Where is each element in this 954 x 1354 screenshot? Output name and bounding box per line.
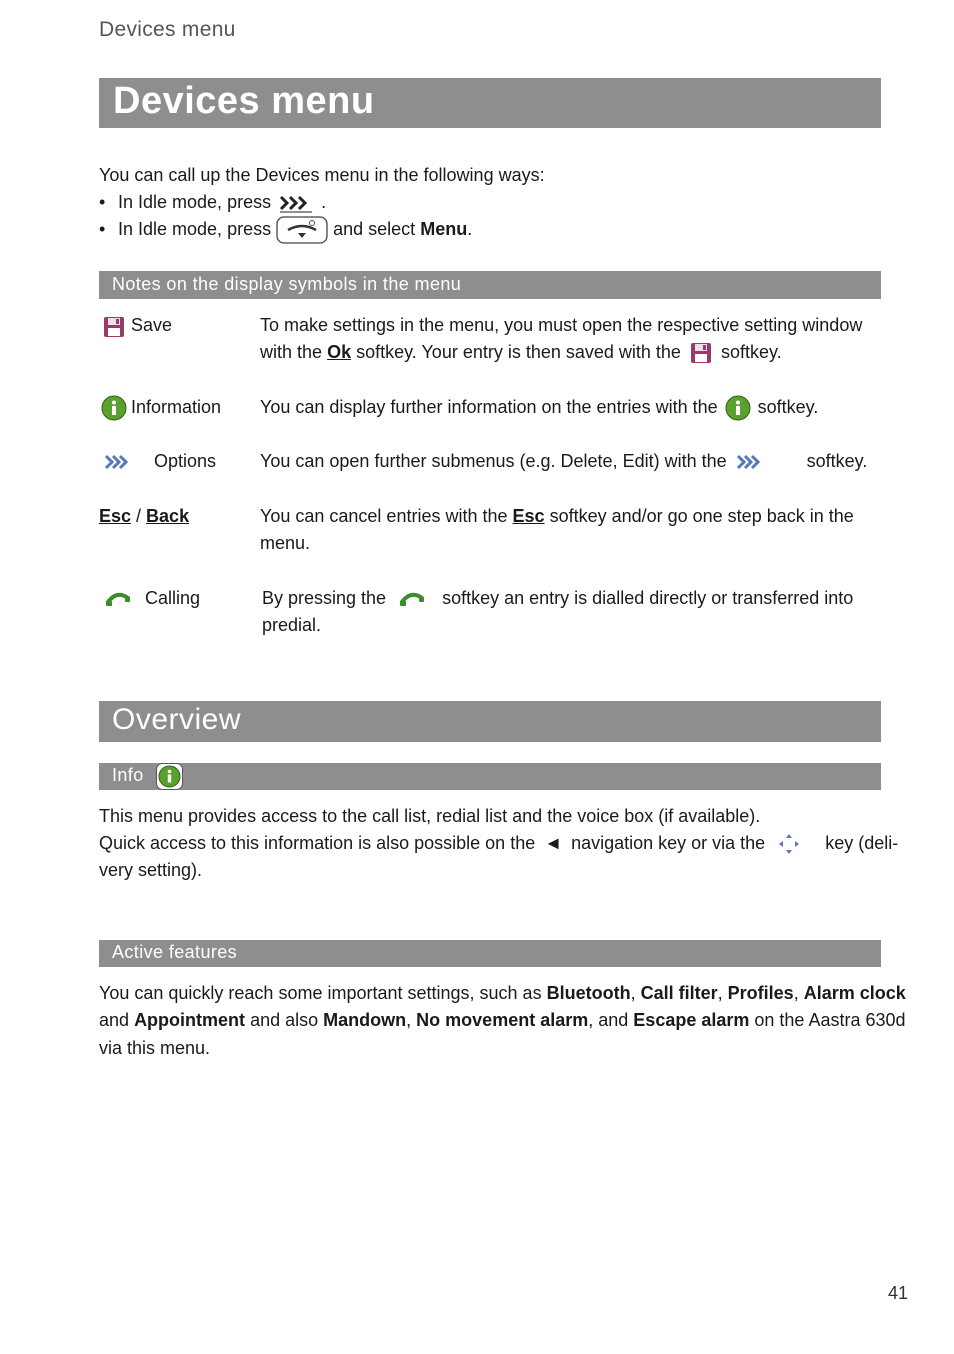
no-movement-alarm-term: No movement alarm (416, 1010, 589, 1030)
save-icon (103, 316, 125, 338)
title-bar (99, 78, 881, 128)
info-icon (725, 395, 751, 421)
info-heading: Info (112, 765, 144, 785)
bullet-1-suffix: . (321, 192, 327, 212)
back-key-label: Back (146, 506, 190, 526)
active-text-tail: on the Aastra 630d (754, 1010, 906, 1030)
save-desc-b: softkey. Your entry is then saved with the (356, 342, 681, 362)
comma: , (793, 983, 799, 1003)
info-line2-b: navigation key or via the (571, 833, 766, 853)
bullet-2-prefix: In Idle mode, press (118, 219, 272, 239)
bullet-2-mid: and select (333, 219, 416, 239)
esc-desc-line2: menu. (260, 533, 311, 553)
page-title: Devices menu (113, 80, 375, 122)
save-icon (690, 342, 712, 364)
esc-back-sep: / (131, 506, 147, 526)
options-icon (736, 452, 762, 472)
info-icon (101, 395, 127, 421)
active-text-1: You can quickly reach some important settings, such as (99, 983, 542, 1003)
information-label: Information (131, 397, 222, 417)
left-arrow-icon: ◄ (544, 833, 563, 853)
options-desc-b: softkey. (806, 451, 868, 471)
active-features-heading-bar (99, 940, 881, 967)
info-line2 (99, 830, 898, 857)
active-text-and: and (99, 1010, 130, 1030)
save-desc-line2 (260, 339, 782, 366)
options-key-icon (278, 193, 314, 213)
ok-key: Ok (327, 342, 352, 362)
appointment-term: Appointment (134, 1010, 246, 1030)
hook-key-icon (276, 216, 328, 244)
info-icon (156, 763, 183, 790)
active-line2 (99, 1007, 906, 1034)
bullet-2-suffix: . (467, 219, 473, 239)
comma-and: , and (588, 1010, 629, 1030)
bullet-dot: • (99, 219, 106, 239)
call-icon (105, 588, 131, 610)
intro-text: You can call up the Devices menu in the following ways: (99, 165, 545, 185)
bullet-1-prefix: In Idle mode, press (118, 192, 272, 212)
call-icon (399, 588, 425, 610)
active-text-andalso: and also (250, 1010, 319, 1030)
profiles-term: Profiles (727, 983, 794, 1003)
calling-desc-line2: predial. (262, 615, 322, 635)
save-desc-c: softkey. (720, 342, 782, 362)
info-line1: This menu provides access to the call list, redial list and the voice box (if available). (99, 806, 761, 826)
mandown-term: Mandown (323, 1010, 407, 1030)
calling-label: Calling (145, 588, 201, 608)
calling-desc-a: By pressing the (262, 588, 387, 608)
options-label: Options (154, 451, 217, 471)
notes-heading: Notes on the display symbols in the menu (112, 274, 462, 294)
overview-heading: Overview (112, 703, 242, 736)
notes-heading-bar (99, 271, 881, 299)
information-desc (260, 394, 818, 421)
options-desc-a: You can open further submenus (e.g. Delete, Edit) with the (260, 451, 727, 471)
esc-back-label (99, 503, 189, 530)
page-number: 41 (887, 1283, 908, 1303)
bullet-2-menu: Menu (420, 219, 468, 239)
information-desc-b: softkey. (757, 397, 819, 417)
bullet-dot: • (99, 192, 106, 212)
active-features-heading: Active features (112, 942, 238, 962)
options-icon (104, 452, 130, 472)
active-line3: via this menu. (99, 1038, 211, 1058)
calling-desc-b: softkey an entry is dialled directly or transferred into (442, 588, 854, 608)
info-line2-c: key (deli- (825, 833, 899, 853)
running-header: Devices menu (99, 18, 236, 41)
esc-desc-line1 (260, 503, 854, 530)
overview-heading-bar (99, 701, 881, 742)
save-label: Save (131, 315, 173, 335)
navigation-key-icon (776, 831, 802, 857)
info-line3: very setting). (99, 860, 203, 880)
info-heading-bar (99, 763, 881, 790)
calling-desc-line1 (262, 585, 853, 612)
options-desc (260, 448, 867, 475)
esc-desc-b: softkey and/or go one step back in the (549, 506, 854, 526)
comma: , (406, 1010, 412, 1030)
bluetooth-term: Bluetooth (546, 983, 631, 1003)
esc-key-label: Esc (99, 506, 132, 526)
comma: , (630, 983, 636, 1003)
esc-desc-a: You can cancel entries with the (260, 506, 508, 526)
call-filter-term: Call filter (640, 983, 718, 1003)
active-line1 (99, 980, 906, 1007)
esc-key: Esc (512, 506, 545, 526)
info-line2-a: Quick access to this information is also possible on the (99, 833, 536, 853)
save-desc-line1: To make settings in the menu, you must open the respective setting window (260, 315, 863, 335)
alarm-clock-term: Alarm clock (803, 983, 906, 1003)
escape-alarm-term: Escape alarm (633, 1010, 750, 1030)
comma: , (717, 983, 723, 1003)
information-desc-a: You can display further information on the entries with the (260, 397, 718, 417)
save-desc-a: with the (260, 342, 323, 362)
